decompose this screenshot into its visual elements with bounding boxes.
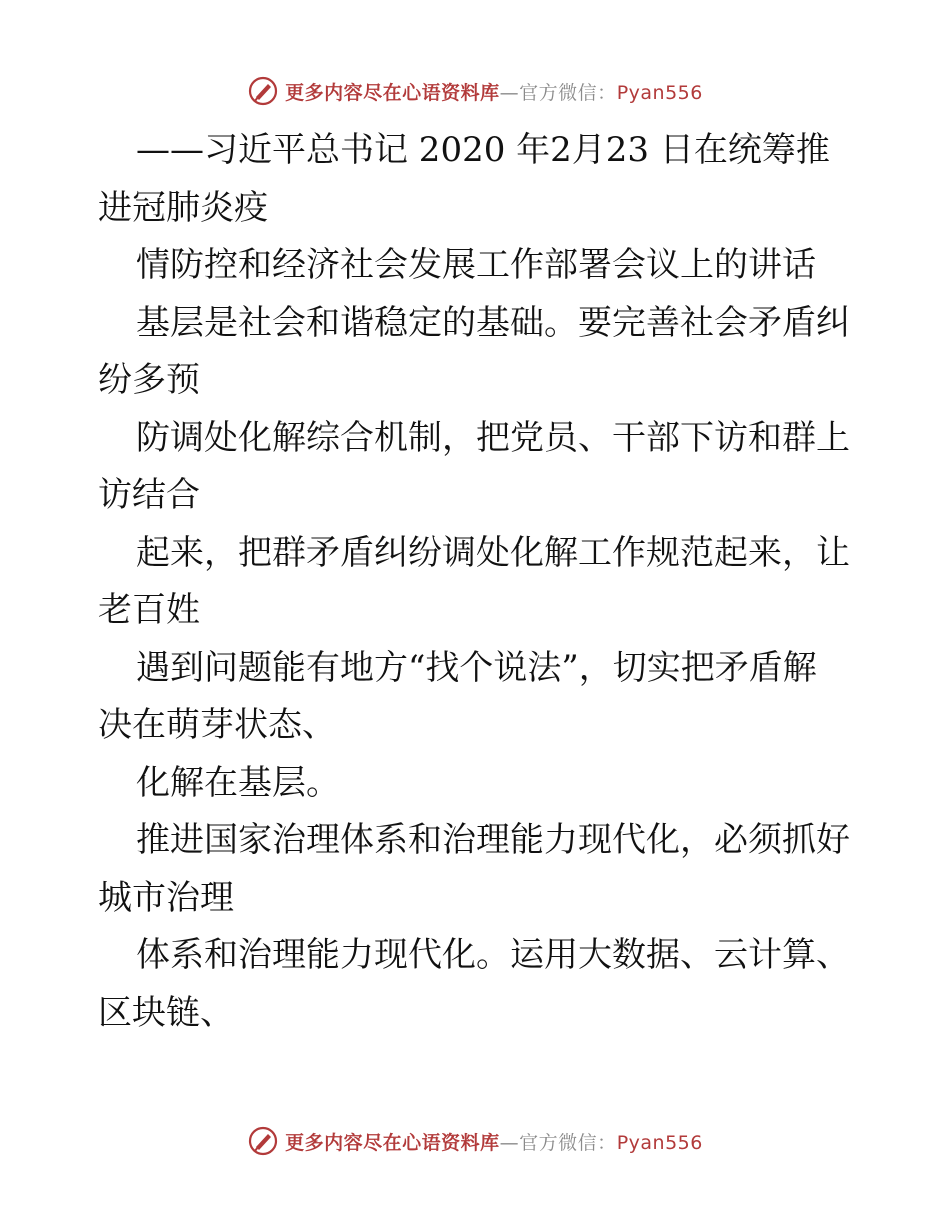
banner-dash: —: [499, 81, 520, 104]
banner-wechat-id: Pyan556: [616, 81, 703, 104]
text-line: 遇到问题能有地方“找个说法”，切实把矛盾解: [136, 647, 817, 688]
banner-site-name: 更多内容尽在心语资料库: [285, 81, 500, 104]
text-line: 区块链、: [98, 992, 234, 1033]
text-line: 城市治理: [98, 877, 234, 918]
document-body: [98, 122, 858, 1042]
text-line: 推进国家治理体系和治理能力现代化，必须抓好: [136, 820, 850, 860]
footer-banner: [0, 1121, 950, 1161]
text-line: 老百姓: [98, 590, 200, 630]
header-banner: [0, 71, 950, 111]
banner-dash: —: [499, 1131, 520, 1154]
banner-wechat-id: Pyan556: [616, 1131, 703, 1154]
text-line: 体系和治理能力现代化。运用大数据、云计算、: [136, 935, 850, 975]
banner-wechat-label: 官方微信：: [519, 1131, 617, 1154]
text-line: ——习近平总书记 2020 年2月23 日在统筹推: [136, 130, 830, 170]
text-line: 进冠肺炎疫: [98, 187, 268, 228]
banner-wechat-label: 官方微信：: [519, 81, 617, 104]
text-line: 纷多预: [98, 360, 200, 400]
text-line: 访结合: [98, 475, 200, 515]
text-line: 起来，把群矛盾纠纷调处化解工作规范起来，让: [136, 532, 850, 573]
red-quill-logo-icon: [247, 1125, 279, 1157]
text-line: 决在萌芽状态、: [98, 705, 336, 745]
banner-site-name: 更多内容尽在心语资料库: [285, 1131, 500, 1154]
text-line: 化解在基层。: [136, 762, 340, 803]
text-line: 防调处化解综合机制，把党员、干部下访和群上: [136, 417, 850, 458]
text-line: 基层是社会和谐稳定的基础。要完善社会矛盾纠: [136, 302, 850, 343]
banner-text: [285, 1128, 703, 1155]
text-line: 情防控和经济社会发展工作部署会议上的讲话: [136, 245, 816, 285]
banner-text: [285, 78, 703, 105]
red-quill-logo-icon: [247, 75, 279, 107]
